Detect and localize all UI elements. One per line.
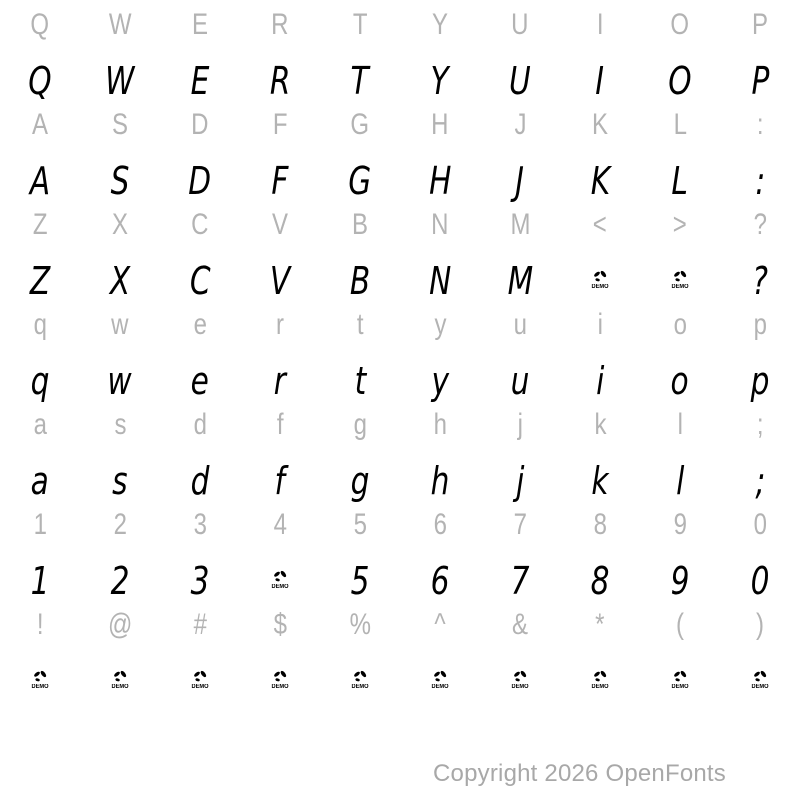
demo-ornament-icon: [33, 670, 48, 683]
reference-glyph-cell: [160, 500, 240, 540]
specimen-glyph: F: [271, 159, 289, 203]
specimen-glyph: G: [348, 159, 372, 203]
reference-glyph-cell: [560, 600, 640, 640]
reference-glyph: O: [670, 8, 690, 41]
demo-glyph: [751, 670, 769, 690]
reference-glyph: E: [191, 8, 208, 41]
demo-ornament-icon: [273, 670, 288, 683]
demo-glyph: [671, 270, 689, 290]
specimen-glyph: d: [190, 459, 210, 503]
reference-glyph: %: [349, 608, 371, 641]
specimen-glyph: r: [273, 359, 287, 403]
reference-glyph: 6: [433, 508, 447, 541]
specimen-glyph: ?: [752, 259, 768, 303]
specimen-glyph: J: [515, 159, 525, 203]
reference-glyph: H: [431, 108, 449, 141]
reference-row: [0, 300, 800, 340]
demo-label: DEMO: [191, 684, 209, 690]
demo-ornament-icon: [593, 670, 608, 683]
reference-glyph-cell: [320, 0, 400, 40]
reference-glyph-cell: [400, 100, 480, 140]
demo-label: DEMO: [31, 684, 49, 690]
specimen-glyph: 2: [110, 559, 130, 603]
reference-glyph: X: [111, 208, 128, 241]
demo-ornament-icon: [753, 670, 768, 683]
reference-glyph-cell: [160, 600, 240, 640]
specimen-glyph: k: [591, 459, 609, 503]
demo-label: DEMO: [271, 684, 289, 690]
specimen-glyph: L: [671, 159, 689, 203]
specimen-glyph: Y: [430, 59, 450, 103]
reference-glyph-cell: [80, 200, 160, 240]
reference-glyph: a: [33, 408, 47, 441]
reference-glyph: e: [193, 308, 207, 341]
reference-glyph-cell: [720, 300, 800, 340]
reference-glyph-cell: [320, 100, 400, 140]
glyph-row-pair: [0, 0, 800, 103]
reference-glyph-cell: [320, 300, 400, 340]
specimen-glyph: N: [428, 259, 452, 303]
reference-glyph: 8: [593, 508, 607, 541]
reference-glyph: Y: [431, 8, 448, 41]
demo-ornament-icon: [593, 270, 608, 283]
reference-glyph: B: [351, 208, 368, 241]
reference-glyph: d: [193, 408, 207, 441]
demo-label: DEMO: [431, 684, 449, 690]
reference-glyph: h: [433, 408, 447, 441]
specimen-glyph: M: [507, 259, 533, 303]
specimen-glyph: g: [350, 459, 370, 503]
reference-glyph-cell: [480, 600, 560, 640]
demo-ornament-icon: [673, 270, 688, 283]
reference-glyph: r: [276, 308, 284, 341]
reference-glyph: F: [272, 108, 288, 141]
reference-glyph: $: [273, 608, 287, 641]
reference-glyph: y: [434, 308, 446, 341]
reference-glyph: 5: [353, 508, 367, 541]
reference-glyph-cell: [240, 600, 320, 640]
specimen-glyph: Z: [29, 259, 51, 303]
reference-glyph-cell: [480, 400, 560, 440]
specimen-glyph: 6: [430, 559, 450, 603]
demo-glyph: [271, 670, 289, 690]
specimen-glyph: t: [354, 359, 366, 403]
specimen-glyph: 3: [190, 559, 210, 603]
reference-glyph: <: [592, 208, 608, 241]
demo-label: DEMO: [111, 684, 129, 690]
specimen-glyph: T: [350, 59, 370, 103]
glyph-row-pair: [0, 300, 800, 403]
specimen-glyph: Q: [28, 59, 52, 103]
reference-glyph: 0: [753, 508, 767, 541]
reference-glyph-cell: [560, 100, 640, 140]
specimen-glyph: O: [668, 59, 692, 103]
reference-glyph: G: [350, 108, 370, 141]
specimen-glyph-cell: [400, 636, 480, 716]
reference-glyph-cell: [0, 400, 80, 440]
specimen-glyph: X: [109, 259, 131, 303]
specimen-glyph: A: [29, 159, 51, 203]
reference-glyph-cell: [240, 400, 320, 440]
specimen-glyph: K: [590, 159, 610, 203]
glyph-row-pair: [0, 100, 800, 203]
reference-glyph-cell: [0, 100, 80, 140]
reference-glyph-cell: [560, 200, 640, 240]
demo-ornament-icon: [113, 670, 128, 683]
demo-label: DEMO: [271, 584, 289, 590]
specimen-row: [0, 136, 800, 203]
specimen-glyph: V: [269, 259, 291, 303]
reference-glyph: Z: [32, 208, 48, 241]
specimen-glyph: 9: [670, 559, 690, 603]
reference-glyph: S: [111, 108, 128, 141]
reference-glyph-cell: [80, 500, 160, 540]
reference-glyph: #: [193, 608, 207, 641]
reference-glyph: J: [514, 108, 526, 141]
reference-glyph: Q: [30, 8, 50, 41]
reference-glyph-cell: [640, 200, 720, 240]
reference-glyph: 1: [33, 508, 47, 541]
reference-glyph: P: [751, 8, 768, 41]
reference-glyph: 3: [193, 508, 207, 541]
specimen-glyph-cell: [0, 636, 80, 716]
reference-row: [0, 100, 800, 140]
reference-glyph-cell: [240, 300, 320, 340]
reference-glyph: p: [753, 308, 767, 341]
demo-label: DEMO: [591, 684, 609, 690]
reference-glyph-cell: [480, 300, 560, 340]
demo-ornament-icon: [193, 670, 208, 683]
specimen-row: [0, 636, 800, 700]
reference-glyph: V: [271, 208, 288, 241]
specimen-glyph-cell: [240, 636, 320, 716]
reference-glyph-cell: [560, 0, 640, 40]
reference-glyph-cell: [640, 600, 720, 640]
specimen-glyph: :: [755, 159, 765, 203]
specimen-glyph: i: [595, 359, 605, 403]
reference-glyph: N: [431, 208, 449, 241]
specimen-glyph: j: [515, 459, 525, 503]
reference-glyph: T: [352, 8, 368, 41]
specimen-glyph-cell: [560, 636, 640, 716]
reference-row: [0, 600, 800, 640]
reference-glyph: *: [595, 608, 605, 641]
specimen-row: [0, 436, 800, 503]
specimen-glyph: 1: [30, 559, 50, 603]
specimen-glyph: 7: [510, 559, 530, 603]
reference-glyph: ): [756, 608, 764, 641]
demo-glyph: [111, 670, 129, 690]
specimen-glyph: p: [750, 359, 770, 403]
specimen-glyph: B: [349, 259, 371, 303]
reference-glyph-cell: [320, 400, 400, 440]
reference-glyph-cell: [0, 600, 80, 640]
reference-glyph-cell: [400, 300, 480, 340]
specimen-glyph-cell: [320, 636, 400, 716]
reference-glyph-cell: [0, 0, 80, 40]
specimen-glyph: E: [190, 59, 210, 103]
glyph-row-pair: [0, 600, 800, 700]
reference-glyph: t: [356, 308, 364, 341]
demo-label: DEMO: [511, 684, 529, 690]
specimen-glyph: C: [189, 259, 211, 303]
reference-glyph-cell: [240, 100, 320, 140]
specimen-glyph: U: [509, 59, 531, 103]
specimen-glyph: R: [269, 59, 291, 103]
reference-glyph-cell: [720, 500, 800, 540]
reference-glyph-cell: [0, 300, 80, 340]
reference-glyph-cell: [400, 0, 480, 40]
reference-glyph: i: [597, 308, 603, 341]
reference-glyph: L: [673, 108, 687, 141]
reference-glyph-cell: [560, 500, 640, 540]
reference-glyph-cell: [80, 300, 160, 340]
demo-ornament-icon: [273, 570, 288, 583]
reference-glyph: M: [510, 208, 530, 241]
specimen-glyph-cell: [160, 636, 240, 716]
reference-glyph: o: [673, 308, 687, 341]
specimen-glyph: h: [430, 459, 450, 503]
reference-glyph: 9: [673, 508, 687, 541]
specimen-row: [0, 336, 800, 403]
specimen-row: [0, 236, 800, 303]
demo-ornament-icon: [353, 670, 368, 683]
reference-glyph-cell: [640, 300, 720, 340]
reference-glyph-cell: [320, 600, 400, 640]
reference-glyph-cell: [400, 500, 480, 540]
demo-glyph: [591, 670, 609, 690]
reference-glyph-cell: [240, 200, 320, 240]
reference-glyph: W: [108, 8, 132, 41]
specimen-glyph: s: [112, 459, 128, 503]
reference-glyph: g: [353, 408, 367, 441]
demo-glyph: [271, 570, 289, 590]
reference-glyph-cell: [640, 100, 720, 140]
reference-glyph-cell: [160, 400, 240, 440]
specimen-glyph: H: [428, 159, 452, 203]
specimen-glyph: S: [110, 159, 130, 203]
reference-glyph: R: [271, 8, 289, 41]
demo-label: DEMO: [671, 684, 689, 690]
specimen-glyph-cell: [480, 636, 560, 716]
reference-glyph: ^: [434, 608, 446, 641]
demo-ornament-icon: [513, 670, 528, 683]
reference-glyph: j: [517, 408, 523, 441]
reference-glyph: U: [511, 8, 529, 41]
specimen-glyph: ;: [755, 459, 765, 503]
demo-label: DEMO: [351, 684, 369, 690]
reference-glyph-cell: [480, 0, 560, 40]
specimen-glyph: 8: [590, 559, 610, 603]
specimen-glyph: u: [510, 359, 530, 403]
reference-glyph-cell: [720, 600, 800, 640]
reference-glyph-cell: [720, 200, 800, 240]
reference-glyph-cell: [720, 100, 800, 140]
reference-glyph-cell: [400, 400, 480, 440]
reference-glyph-cell: [720, 0, 800, 40]
reference-glyph: w: [111, 308, 129, 341]
reference-row: [0, 500, 800, 540]
specimen-glyph-cell: [640, 636, 720, 716]
demo-glyph: [351, 670, 369, 690]
reference-glyph: 4: [273, 508, 287, 541]
reference-glyph-cell: [240, 500, 320, 540]
reference-glyph: !: [36, 608, 44, 641]
reference-glyph-cell: [480, 200, 560, 240]
specimen-glyph: W: [105, 59, 135, 103]
reference-row: [0, 0, 800, 40]
reference-glyph: k: [594, 408, 606, 441]
reference-glyph-cell: [640, 400, 720, 440]
reference-glyph: C: [191, 208, 209, 241]
reference-glyph-cell: [160, 300, 240, 340]
specimen-glyph: o: [670, 359, 690, 403]
reference-row: [0, 200, 800, 240]
specimen-row: [0, 36, 800, 103]
reference-glyph-cell: [480, 500, 560, 540]
specimen-glyph: D: [188, 159, 212, 203]
reference-glyph-cell: [560, 400, 640, 440]
reference-glyph: D: [191, 108, 209, 141]
reference-glyph: :: [756, 108, 764, 141]
reference-glyph: I: [596, 8, 604, 41]
reference-glyph-cell: [160, 100, 240, 140]
reference-glyph: q: [33, 308, 47, 341]
demo-glyph: [671, 670, 689, 690]
specimen-row: [0, 536, 800, 603]
specimen-glyph: I: [595, 59, 605, 103]
reference-row: [0, 400, 800, 440]
specimen-glyph: P: [751, 59, 769, 103]
specimen-glyph: w: [107, 359, 133, 403]
reference-glyph: K: [591, 108, 608, 141]
reference-glyph-cell: [240, 0, 320, 40]
reference-glyph-cell: [400, 600, 480, 640]
reference-glyph: @: [107, 608, 133, 641]
reference-glyph-cell: [80, 400, 160, 440]
reference-glyph-cell: [320, 200, 400, 240]
reference-glyph-cell: [400, 200, 480, 240]
reference-glyph-cell: [720, 400, 800, 440]
demo-label: DEMO: [591, 284, 609, 290]
specimen-glyph-cell: [720, 636, 800, 716]
demo-label: DEMO: [751, 684, 769, 690]
reference-glyph-cell: [0, 200, 80, 240]
copyright-text: Copyright 2026 OpenFonts: [433, 760, 726, 787]
specimen-glyph: 5: [350, 559, 370, 603]
specimen-glyph: e: [190, 359, 210, 403]
specimen-glyph: l: [675, 459, 685, 503]
reference-glyph: s: [114, 408, 126, 441]
reference-glyph-cell: [640, 500, 720, 540]
demo-glyph: [511, 670, 529, 690]
reference-glyph-cell: [0, 500, 80, 540]
reference-glyph-cell: [80, 100, 160, 140]
demo-glyph: [191, 670, 209, 690]
demo-glyph: [431, 670, 449, 690]
specimen-glyph: a: [30, 459, 50, 503]
reference-glyph-cell: [80, 0, 160, 40]
demo-glyph: [591, 270, 609, 290]
reference-glyph: 7: [513, 508, 527, 541]
reference-glyph-cell: [560, 300, 640, 340]
demo-ornament-icon: [433, 670, 448, 683]
reference-glyph: (: [676, 608, 684, 641]
reference-glyph-cell: [480, 100, 560, 140]
reference-glyph: u: [513, 308, 527, 341]
specimen-glyph: f: [274, 459, 286, 503]
demo-glyph: [31, 670, 49, 690]
reference-glyph: l: [677, 408, 683, 441]
glyph-row-pair: [0, 200, 800, 303]
specimen-glyph: q: [30, 359, 50, 403]
reference-glyph: A: [31, 108, 48, 141]
reference-glyph: ;: [756, 408, 764, 441]
specimen-glyph-cell: [80, 636, 160, 716]
reference-glyph: f: [276, 408, 284, 441]
reference-glyph-cell: [320, 500, 400, 540]
demo-label: DEMO: [671, 284, 689, 290]
reference-glyph: ?: [753, 208, 767, 241]
reference-glyph: >: [672, 208, 688, 241]
reference-glyph: &: [511, 608, 528, 641]
reference-glyph-cell: [160, 0, 240, 40]
specimen-glyph: y: [431, 359, 449, 403]
glyph-row-pair: [0, 500, 800, 603]
reference-glyph-cell: [160, 200, 240, 240]
demo-ornament-icon: [673, 670, 688, 683]
reference-glyph-cell: [80, 600, 160, 640]
specimen-glyph: 0: [750, 559, 770, 603]
reference-glyph-cell: [640, 0, 720, 40]
reference-glyph: 2: [113, 508, 127, 541]
glyph-row-pair: [0, 400, 800, 503]
